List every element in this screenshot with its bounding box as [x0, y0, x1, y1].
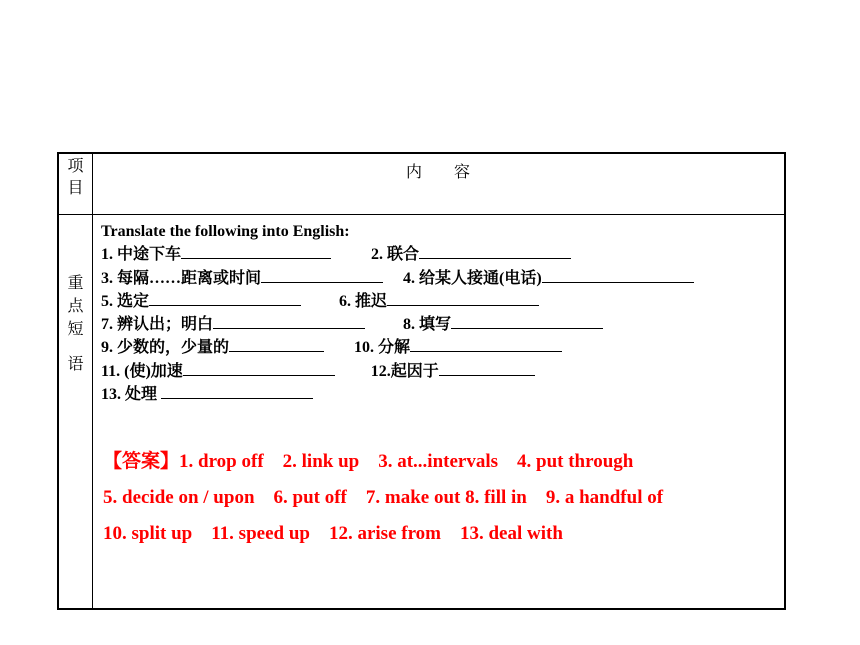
answer-blank[interactable] [410, 336, 562, 352]
exercise-item: 2. 联合 [371, 246, 420, 264]
answer-key [103, 444, 663, 552]
exercise-row [101, 336, 774, 359]
section-label [59, 272, 92, 376]
answer-blank[interactable] [161, 383, 313, 399]
header-item-char: 项 [67, 158, 84, 175]
exercise-row [101, 360, 774, 383]
exercise-item: 13. 处理 [101, 386, 162, 404]
column-divider [92, 154, 93, 608]
exercise-item: 7. 辨认出；明白 [101, 316, 214, 334]
section-label-char: 点 [67, 298, 84, 315]
answer-blank[interactable] [181, 243, 331, 259]
answer-line: 5. decide on / upon 6. put off 7. make out 8. fill in 9. a handful of [103, 487, 664, 508]
row-divider [59, 214, 784, 215]
answer-blank[interactable] [261, 267, 383, 283]
header-item-label [59, 156, 92, 200]
section-label-char: 短 [67, 321, 84, 338]
section-label-char: 重 [67, 275, 84, 292]
answer-prefix: 【答案】 [103, 451, 180, 472]
answer-line [103, 444, 663, 480]
exercise-content [101, 220, 774, 406]
answer-blank[interactable] [213, 313, 365, 329]
header-content-label: 内 容 [405, 164, 470, 181]
answer-line: 10. split up 11. speed up 12. arise from 13. deal with [103, 523, 563, 544]
answer-blank[interactable] [149, 290, 301, 306]
exercise-item: 10. 分解 [354, 339, 411, 357]
exercise-item: 4. 给某人接通(电话) [403, 269, 542, 287]
answer-blank[interactable] [439, 360, 535, 376]
exercise-row [101, 290, 774, 313]
exercise-item: 9. 少数的，少量的 [101, 339, 230, 357]
answer-blank[interactable] [419, 243, 571, 259]
instruction-line: Translate the following into English: [101, 223, 350, 240]
exercise-row [101, 243, 774, 266]
answer-blank[interactable] [229, 336, 324, 352]
exercise-item: 12.起因于 [370, 362, 439, 380]
vocabulary-table [57, 152, 786, 610]
exercise-row [101, 313, 774, 336]
header-item-char: 目 [67, 180, 84, 197]
exercise-item: 6. 推迟 [339, 292, 388, 310]
exercise-item: 8. 填写 [403, 316, 452, 334]
answer-blank[interactable] [183, 360, 335, 376]
answer-blank[interactable] [542, 267, 694, 283]
exercise-row [101, 267, 774, 290]
exercise-item: 11. (使)加速 [101, 362, 183, 380]
exercise-row [101, 383, 774, 406]
section-label-char: 语 [67, 356, 84, 373]
answer-text: 1. drop off 2. link up 3. at...intervals 4. put through [179, 451, 634, 472]
exercise-item: 3. 每隔……距离或时间 [101, 269, 262, 287]
answer-blank[interactable] [387, 290, 539, 306]
exercise-item: 5. 选定 [101, 292, 150, 310]
answer-blank[interactable] [451, 313, 603, 329]
exercise-item: 1. 中途下车 [101, 246, 182, 264]
